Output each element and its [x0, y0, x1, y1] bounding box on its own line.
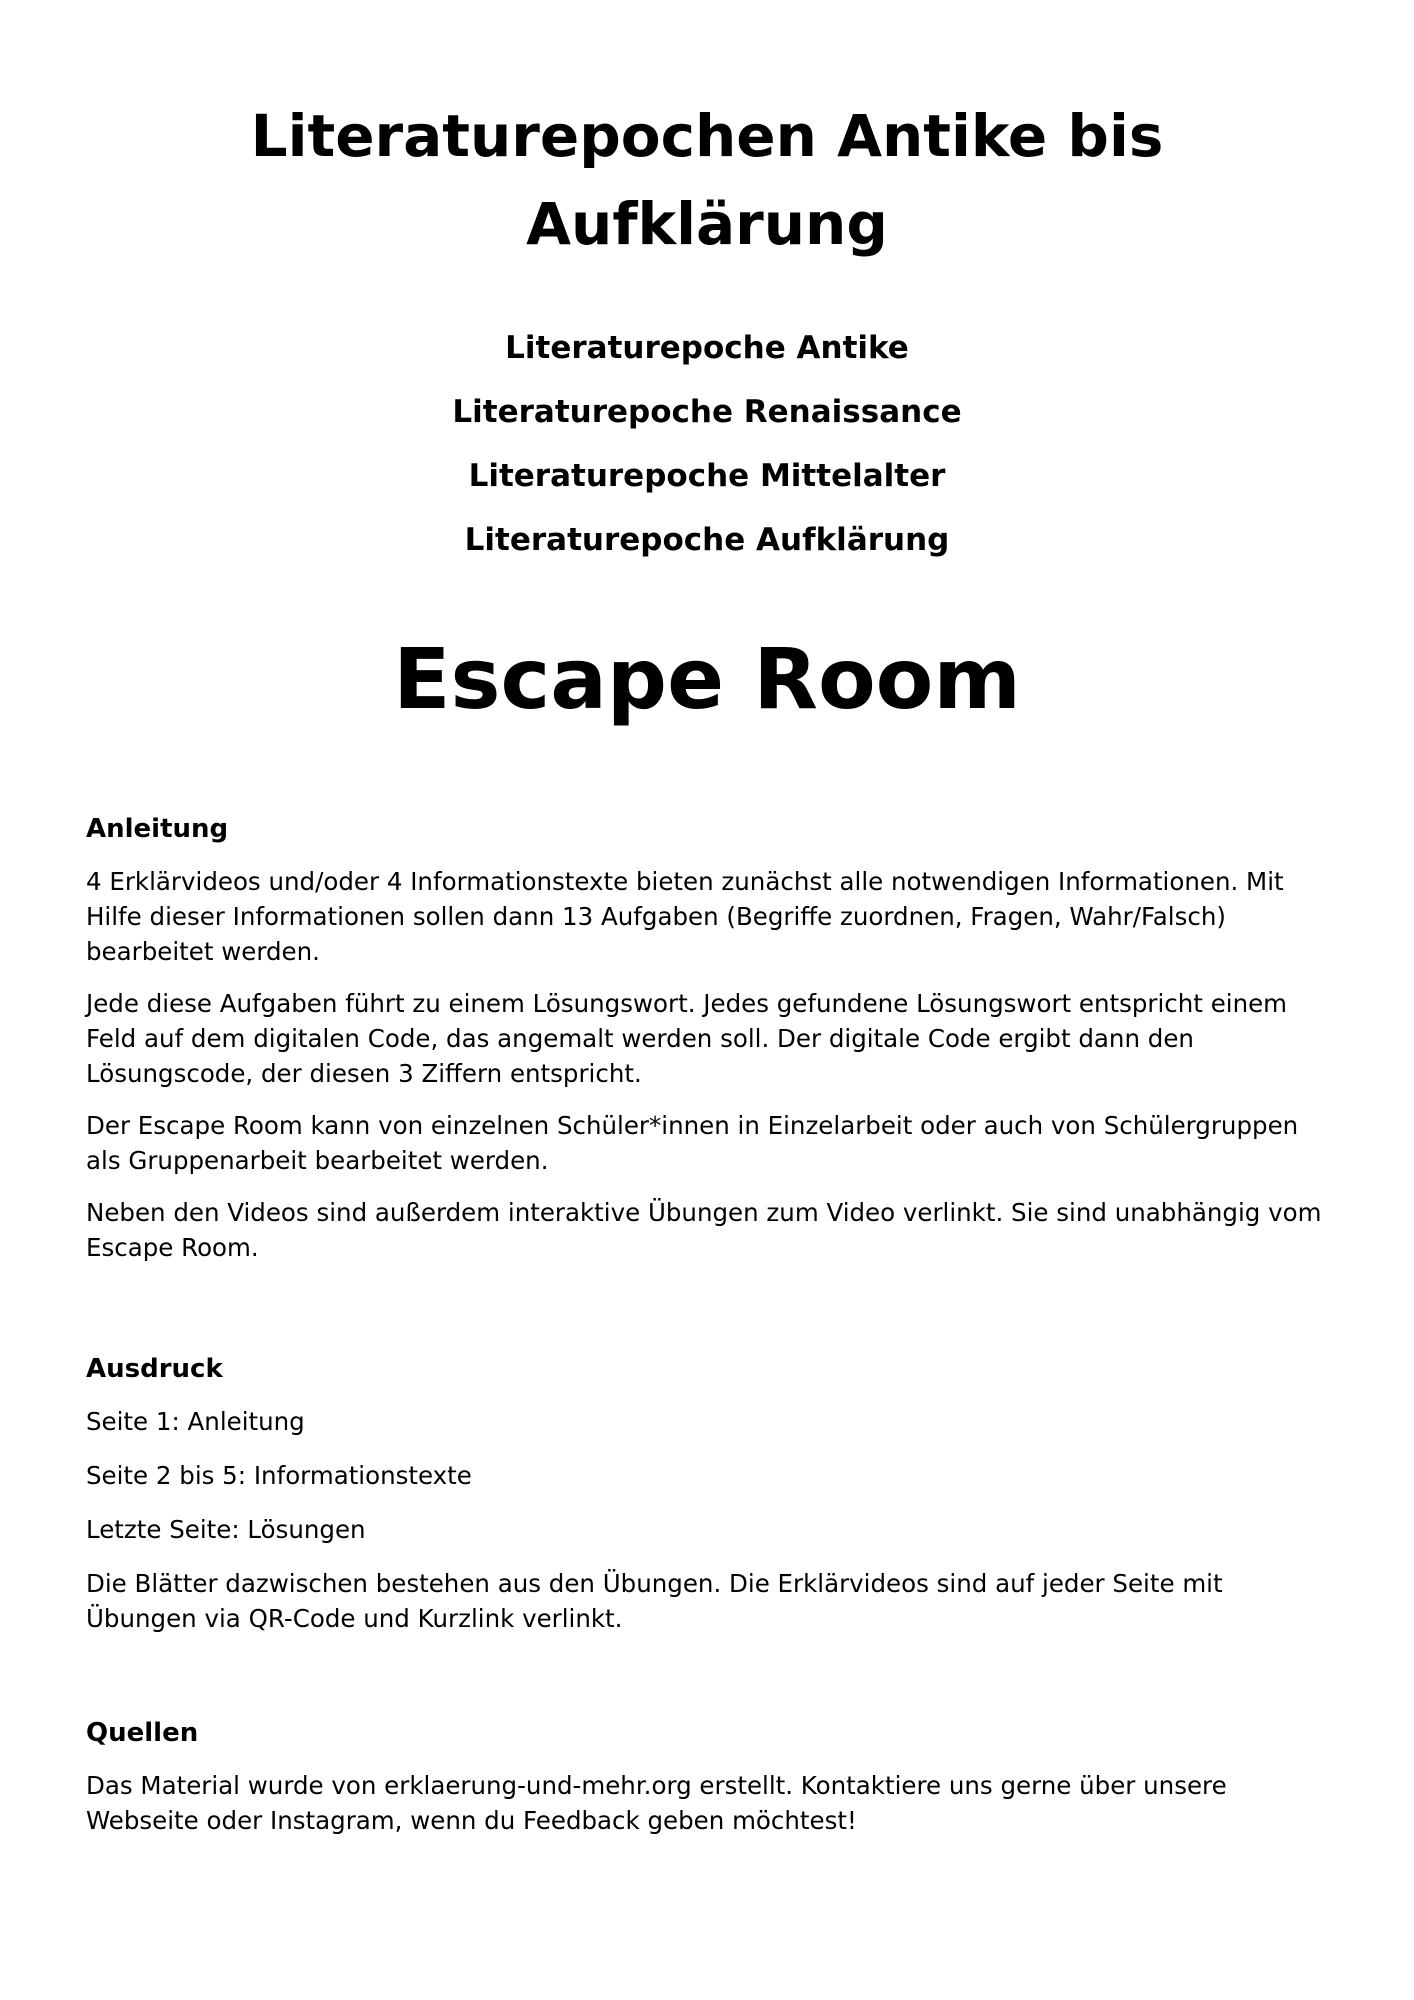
section-heading-quellen: Quellen: [86, 1718, 199, 1748]
anleitung-paragraph-1: 4 Erklärvideos und/oder 4 Informationstexte bieten zunächst alle notwendigen Informationen. Mit Hilfe dieser Informationen sollen dann 13 Aufgaben (Begriffe zuordnen, Fragen, Wahr/Falsch) bearbeitet werden.: [86, 867, 1284, 966]
anleitung-paragraph-2: Jede diese Aufgaben führt zu einem Lösungswort. Jedes gefundene Lösungswort entspricht einem Feld auf dem digitalen Code, das angemalt werden soll. Der digitale Code ergibt dann den Lösungscode, der diesen 3 Ziffern entspricht.: [86, 989, 1288, 1088]
ausdruck-paragraph-2: Seite 2 bis 5: Informationstexte: [86, 1461, 472, 1490]
epoch-list: [0, 328, 1414, 584]
section-heading-ausdruck: Ausdruck: [86, 1354, 223, 1384]
epoch-item-mittelalter: Literaturepoche Mittelalter: [468, 458, 946, 494]
section-anleitung: [86, 812, 1336, 1282]
section-ausdruck: [86, 1352, 1336, 1655]
anleitung-paragraph-4: Neben den Videos sind außerdem interaktive Übungen zum Video verlinkt. Sie sind unabhängig vom Escape Room.: [86, 1198, 1322, 1262]
quellen-paragraph-1: Das Material wurde von erklaerung-und-mehr.org erstellt. Kontaktiere uns gerne über unsere Webseite oder Instagram, wenn du Feedback geben möchtest!: [86, 1771, 1227, 1835]
document-title: [0, 92, 1414, 268]
anleitung-paragraph-3: Der Escape Room kann von einzelnen Schüler*innen in Einzelarbeit oder auch von Schülergruppen als Gruppenarbeit bearbeitet werden.: [86, 1111, 1299, 1175]
escape-room-heading: Escape Room: [393, 630, 1021, 728]
section-quellen: [86, 1716, 1336, 1855]
document-title-line-2: Aufklärung: [526, 190, 888, 258]
epoch-item-antike: Literaturepoche Antike: [505, 330, 909, 366]
epoch-item-renaissance: Literaturepoche Renaissance: [452, 394, 962, 430]
document-title-line-1: Literaturepochen Antike bis: [250, 102, 1164, 170]
epoch-item-aufklaerung: Literaturepoche Aufklärung: [464, 522, 950, 558]
ausdruck-paragraph-4: Die Blätter dazwischen bestehen aus den Übungen. Die Erklärvideos sind auf jeder Seite mit Übungen via QR-Code und Kurzlink verlinkt.: [86, 1569, 1223, 1633]
ausdruck-paragraph-3: Letzte Seite: Lösungen: [86, 1515, 366, 1544]
section-heading-anleitung: Anleitung: [86, 814, 229, 844]
ausdruck-paragraph-1: Seite 1: Anleitung: [86, 1407, 305, 1436]
